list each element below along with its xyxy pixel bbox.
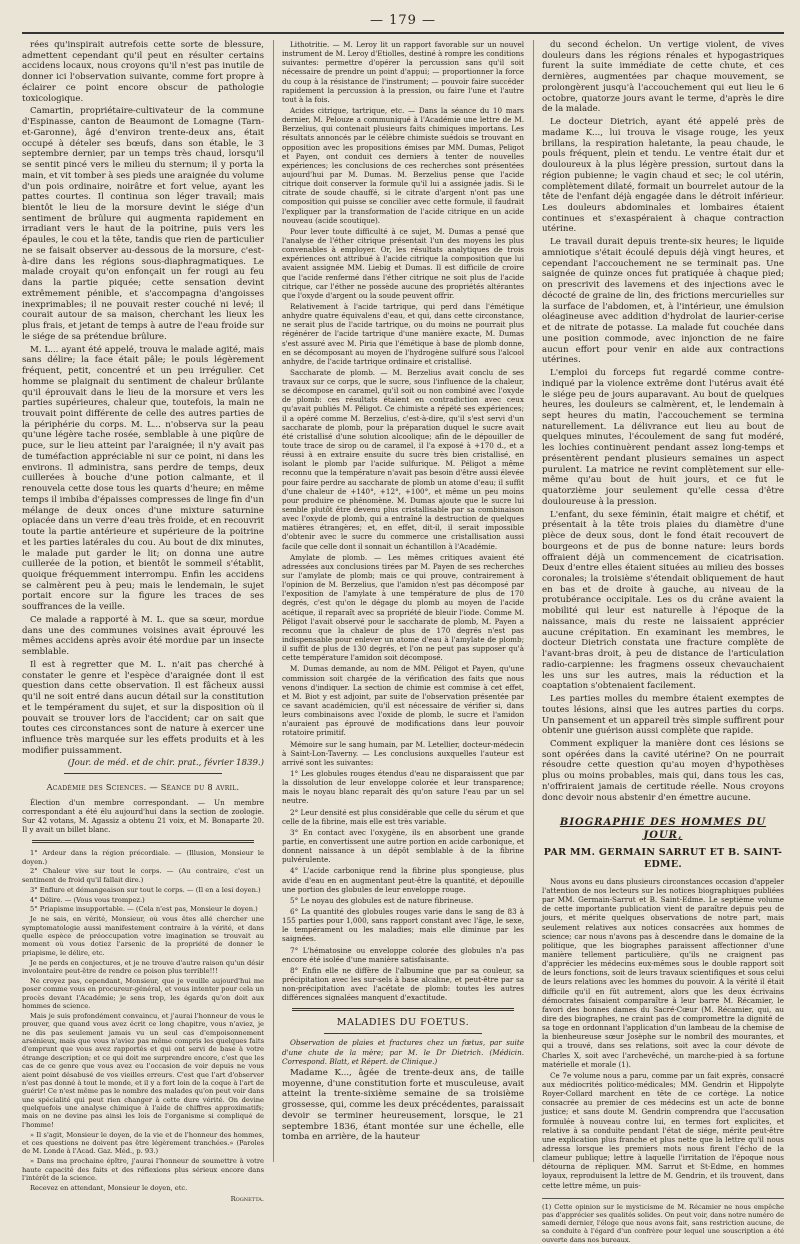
list-item: 1° Ardeur dans la région précordiale. — (Illusion, Monsieur le doyen.) [22, 849, 264, 866]
section-title-maladies: MALADIES DU FOETUS. [336, 1017, 470, 1029]
list-item: 5° Priapisme insupportable. — (Cela n'est pas, Monsieur le doyen.) [30, 905, 258, 914]
column-2 [273, 40, 524, 1162]
spider-bite-article [22, 40, 264, 769]
section-divider [324, 1033, 482, 1034]
list-item: 6° La quantité des globules rouges varie dans le sang de 83 à 155 parties pour 1,000, sans rapport constant avec l'âge, le sexe, le tempérament ou les maladies; mais elle diminue par les saignées. [282, 906, 524, 944]
paragraph: Ce malade a rapporté à M. L. que sa sœur, mordue dans une des communes voisines avait éprouvé les mêmes accidens après avoir été mordue par un insecte semblable. [22, 614, 264, 658]
page-header [22, 10, 784, 34]
academy-intro: Élection d'un membre correspondant. — Un membre correspondant a été élu aujourd'hui dans la section de zoologie. Sur 42 votans, M. Agassiz a obtenu 21 voix, et M. Bonaparte 20. Il y avait un billet blanc. [22, 797, 264, 835]
list-item: 4° L'acide carbonique rend la fibrine plus spongieuse, plus avide d'eau en en augmentant peut-être la quantité, et dépouille une portion des globules de leur enveloppe rouge. [282, 866, 524, 894]
paragraph: Les parties molles du membre étaient exemptes de toutes lésions, ainsi que les autres parties du corps. Un pansement et un appareil très simple suffirent pour obtenir une guérison aussi complète que rapide. [542, 694, 784, 737]
source-citation: (Jour. de méd. et de chir. prat., février 1839.) [67, 758, 264, 769]
paragraph: L'enfant, du sexe féminin, était maigre et chétif, et présentait à la tête trois plaies du diamètre d'une pièce de deux sous, dont le fond était recouvert de bourgeons et de pus de bonne nature: leurs bords offraient déjà un commencement de cicatrisation. Deux d'entre elles étaient situées au milieu des bosses coronales; la troisième s'étendait obliquement de haut en bas et de droite à gauche, au niveau de la protubérance occipitale. Les os du crâne avaient la mobilité qui leur est naturelle à l'époque de la naissance, mais du reste ne laissaient apprécier aucune crépitation. En examinant les membres, le docteur Dietrich constata une fracture complète de l'avant-bras droit, à peu de distance de l'articulation radio-carpienne: les fragmens osseux chevauchaient les uns sur les autres, mais la réduction et la coaptation s'obtenaient facilement. [542, 509, 784, 692]
paragraph: Acides citrique, tartrique, etc. — Dans la séance du 10 mars dernier, M. Pelouze a communiqué à l'Académie une lettre de M. Berzelius, qui contenait plusieurs faits chimiques importans. Les résultats annoncés par le célèbre chimiste suédois se trouvant en opposition avec les propositions émises par MM. Dumas, Peligot et Payen, ont conduit ces derniers à tenter de nouvelles expériences; les conclusions de ces recherches sont présentées aujourd'hui par M. Dumas. M. Berzelius pense que l'acide citrique doit conserver la formule qu'il lui a assignée jadis. Si le citrate de soude chauffé, si le citrate d'argent n'ont pas une composition qui puisse se concilier avec cette formule, il faudrait l'expliquer par la transformation de l'acide citrique en un acide nouveau (acide scoutique). [282, 105, 524, 225]
paragraph: Ne croyez pas, cependant, Monsieur, que je veuille aujourd'hui me poser comme vous en procureur-général, et vous intenter pour cela un procès devant l'Académie; je sens trop, les égards qu'on doit aux hommes de science. [22, 976, 264, 1011]
list-item: 8° Enfin elle ne diffère de l'albumine que par sa couleur, sa précipitation avec les sur-sels à base alcaline, et peut-être par sa non-précipitation avec l'acétate de plomb: toutes les autres différences signalées manquent d'exactitude. [282, 965, 524, 1003]
paragraph: Le travail durait depuis trente-six heures; le liquide amniotique s'était écoulé depuis déjà vingt heures, et cependant l'accouchement ne se terminait pas. Une saignée de quinze onces fut pratiquée à chaque pied; on prescrivit des lavemens et des injections avec le décocté de graine de lin, des frictions mercurielles sur la surface de l'abdomen, et, à l'intérieur, une émulsion oléagineuse avec addition d'hydrolat de laurier-cerise et de nitrate de potasse. La malade fut couchée dans une position commode, avec injonction de ne faire aucun effort pour venir en aide aux contractions utérines. [542, 237, 784, 366]
signature: Rognetta. [230, 1195, 264, 1204]
paragraph: Nous avons eu dans plusieurs circonstances occasion d'appeler l'attention de nos lecteurs sur les notices biographiques publiées par MM. Germain-Sarrut et B. Saint-Edme. Le septième volume de cette importante publication vient de paraître depuis peu de jours, et mérite quelques observations de notre part, mais seulement relatives aux notices consacrées aux hommes de science; car nous n'avons pas à descendre dans le domaine de la politique, que les biographes paraissent affectionner d'une manière tellement particulière, qu'ils ne craignent pas d'apprécier les médecins eux-mêmes sous le double rapport soit de leurs fonctions, soit de leurs travaux scientifiques et sous celui de leurs relations avec les hommes du pouvoir. A la vérité il était difficile qu'il en fût autrement, alors que les deux écrivains démocrates faisaient comparaître à leur barre M. Récamier, le favori des bonnes dames du Sacré-Cœur (M. Récamier, qui, au dire des biographes, ne craint pas de compromettre la dignité de sa toge en ordonnant l'application d'un lambeau de la chemise de la bienheureuse sœur Josèphe sur le nombril des mourantes, et qui a trouvé, dans ses relations, soit avec la cour dévote de Charles X, soit avec l'archevêché, un marche-pied à sa fortune matérielle et morale (1). [542, 876, 784, 1069]
biography-authors: PAR MM. GERMAIN SARRUT ET B. SAINT-EDME. [543, 846, 783, 870]
list-item: 4° Délire. — (Vous vous trompez.) [30, 895, 145, 904]
list-item: 2° Leur densité est plus considérable que celle du sérum et que celle de la fibrine, mais elle est très variable. [282, 807, 524, 826]
page-number: — 179 — [369, 13, 437, 28]
paragraph: du second échelon. Un vertige violent, de vives douleurs dans les régions rénales et hypogastriques furent la suite immédiate de cette chute, et ces dernières, augmentées par chaque mouvement, se prolongèrent jusqu'à l'accouchement qui eut lieu le 6 octobre, quatorze jours avant le terme, d'après le dire de la malade. [542, 40, 784, 115]
paragraph: Relativement à l'acide tartrique, qui perd dans l'émétique anhydre quatre équivalens d'eau, et qui, dans cette circonstance, ne serait plus de l'acide tartrique, ou du moins ne pourrait plus régénérer de l'acide tartrique d'une manière exacte, M. Dumas s'est assuré avec M. Piria que l'émétique à base de plomb donne, en se décomposant au moyen de l'hydrogène sulfuré sous l'alcool anhydre, de l'acide tartrique ordinaire et cristallisé. [282, 301, 524, 366]
list-item: 7° L'hématosine ou enveloppe colorée des globules n'a pas encore été isolée d'une manière satisfaisante. [282, 945, 524, 964]
paragraph: Comment expliquer la manière dont ces lésions se sont opérées dans la cavité utérine? On ne pourrait résoudre cette question qu'au moyen d'hypothèses plus ou moins probables, mais qui, dans tous les cas, n'offriraient jamais de certitude réelle. Nous croyons donc devoir nous abstenir d'en émettre aucune. [542, 739, 784, 803]
paragraph: Mémoire sur le sang humain, par M. Letellier, docteur-médecin à Saint-Lon-Taverny. — Les conclusions auxquelles l'auteur est arrivé sont les suivantes: [282, 739, 524, 767]
paragraph: Recevez en attendant, Monsieur le doyen, etc. [30, 1183, 188, 1192]
paragraph: Ce 7e volume nous a paru, comme par un fait exprès, consacré aux médiocrités politico-médicales; MM. Gendrin et Hippolyte Royer-Collard marchent en tête de ce cortège. La notice consacrée au premier de ces médecins est un acte de bonne justice; et sans doute M. Gendrin comprendra que l'accusation formulée à nouveau contre lui, en termes fort explicites, et relative à sa conduite pendant l'état de siége, mérite peut-être une explication plus franche et plus nette que la lettre qu'il nous adressa lorsque les premiers mots nous firent l'écho de la clameur publique; lettre à laquelle l'irritation de l'époque nous détourna de répliquer. MM. Sarrut et St-Edme, en hommes loyaux, reproduisent la lettre de M. Gendrin, et ils trouvent, dans cette lettre même, un puis- [542, 1070, 784, 1190]
observation-title: Observation de plaies et fractures chez un fœtus, par suite d'une chute de la mère; par M. le Dr Dietrich. (Médicin. Correspond. Blatt, et Répert. de Clinique.) [282, 1038, 524, 1066]
paragraph: Pour lever toute difficulté à ce sujet, M. Dumas a pensé que l'analyse de l'éther citrique présentait l'un des moyens les plus convenables à employer. Or, les résultats analytiques de trois expériences ont attribué à l'acide citrique la composition que lui avaient assignée MM. Liebig et Dumas. Il est difficile de croire que l'acide renfermé dans l'éther citrique ne soit plus de l'acide citrique, car l'éther ne possède aucune des propriétés altérantes que l'oxyde d'argent ou la soude peuvent offrir. [282, 226, 524, 300]
paragraph: » Il s'agit, Monsieur le doyen, de la vie et de l'honneur des hommes, et ces questions ne doivent pas être légèrement tranchées.» (Paroles de M. Londe à l'Acad. Gaz. Méd., p. 93.) [22, 1130, 264, 1156]
paragraph: Camartin, propriétaire-cultivateur de la commune d'Espinasse, canton de Beaumont de Lomagne (Tarn-et-Garonne), âgé d'environ trente-deux ans, était occupé à dételer ses bœufs, dans son étable, le 3 septembre dernier, par un temps très chaud, lorsqu'il se sentit pincé vers le milieu du sternum; il y porta la main, et vit tomber à ses pieds une araignée du volume d'un pois ordinaire, noirâtre et fort velue, ayant les pattes courtes. Il continua son léger travail; mais bientôt le lieu de la morsure devint le siége d'un sentiment de brûlure qui augmenta rapidement en irradiant vers le haut de la poitrine, puis vers les épaules, le cou et la tête, tandis que rien de particulier ne se faisait observer au-dessous de la morsure, c'est-à-dire dans les régions sous-diaphragmatiques. Le malade croyait qu'on enfonçait un fer rougi au feu dans la partie piquée; cette sensation devint extrêmement pénible, et s'accompagna d'angoisses inexprimables; il ne pouvait rester couché ni levé; il courait autour de sa maison, cherchant les lieux les plus frais, et jetant de temps à autre de l'eau froide sur le siége de sa prétendue brûlure. [22, 106, 264, 342]
paragraph: Il est à regretter que M. L. n'ait pas cherché à constater le genre et l'espèce d'araignée dont il est question dans cette observation. Il est fâcheux aussi qu'il ne soit entré dans aucun détail sur la constitution et le tempérament du sujet, et sur la disposition où il pouvait se trouver lors de l'accident; car on sait que toutes ces circonstances sont de nature à exercer une influence très marquée sur les effets produits et à les modifier puissamment. [22, 659, 264, 756]
observation-text: Madame K..., âgée de trente-deux ans, de taille moyenne, d'une constitution forte et musculeuse, avait atteint la trente-sixième semaine de sa troisième grossesse, qui, comme les deux précédentes, paraissait devoir se terminer heureusement, lorsque, le 21 septembre 1836, étant montée sur une échelle, elle tomba en arrière, de la hauteur [282, 1067, 524, 1143]
section-divider [292, 1008, 514, 1011]
paragraph: Le docteur Dietrich, ayant été appelé près de madame K..., lui trouva le visage rouge, les yeux brillans, la respiration haletante, la peau chaude, le pouls fréquent, plein et tendu. Le ventre était dur et douloureux à la plus légère pression, surtout dans la région pubienne; le vagin chaud et sec; le col utérin, complètement dilaté, formait un bourrelet autour de la tête de l'enfant déjà engagée dans le détroit inférieur. Les douleurs abdominales et lombaires étaient continues et s'exaspéraient à chaque contraction utérine. [542, 117, 784, 235]
paragraph: Mais je suis profondément convaincu, et j'aurai l'honneur de vous le prouver, que quand vous avez écrit ce long chapitre, vous n'aviez, je ne dis pas seulement jamais vu un seul cas d'empoisonnement arsénieux, mais que vous n'aviez pas même compris les quelques faits d'emprunt que vous avez rapportés et qui ont servi de base à votre étrange description; et ce qui doit me surprendre encore, c'est que les cas de ce genre que vous avez eu l'occasion de voir depuis ne vous aient point désabusé de vos vieilles erreurs. C'est que l'art d'observer n'est pas donné à tout le monde, et il y a fort loin de la coque à l'art de guérir! Ce n'est même pas le nombre des malades qu'on peut voir dans une spécialité qui peut rien changer à cette dure vérité. On devine quelquefois une analyse chimique à l'aide de chiffres approximatifs; mais on ne devine pas ainsi les lois de l'organisme si compliqué de l'homme! [22, 1011, 265, 1129]
list-item: 2° Chaleur vive sur tout le corps. — (Au contraire, c'est un sentiment de froid qu'il fallait dire.) [22, 867, 264, 884]
observation-continued [542, 40, 784, 803]
paragraph: L'emploi du forceps fut regardé comme contre-indiqué par la violence extrême dont l'utérus avait été le siége peu de jours auparavant. Au bout de quelques heures, les douleurs se calmèrent, et, le lendemain à sept heures du matin, l'accouchement se termina naturellement. La délivrance eut lieu au bout de quelques minutes, l'écoulement de sang fut modéré, les lochies continuèrent pendant assez long-temps et présentèrent pendant plusieurs semaines un aspect purulent. La matrice ne revint complètement sur elle-même qu'au bout de huit jours, et ce fut le quatorzième jour seulement qu'elle cessa d'être douloureuse à la pression. [542, 368, 784, 507]
biography-title: BIOGRAPHIE DES HOMMES DU JOUR, [559, 817, 767, 842]
column-1 [22, 40, 265, 1204]
paragraph: rées qu'inspirait autrefois cette sorte de blessure, admettent cependant qu'il peut en résulter certains accidens locaux, nous croyons qu'il n'est pas inutile de donner ici l'observation suivante, comme fort propre à éclairer ce point encore obscur de pathologie toxicologique. [22, 40, 264, 104]
academy-heading: Académie des Sciences. — Séance du 8 avril. [46, 782, 240, 793]
letter-rognetta [22, 849, 264, 1204]
paragraph: Lithotritie. — M. Leroy lit un rapport favorable sur un nouvel instrument de M. Leroy d'Etiolles, destiné à rompre les conditions suivantes: permettre d'opérer la percussion sans qu'il soit nécessaire de prendre un point d'appui; — proportionner la force du coup à la résistance de l'instrument; — pouvoir faire succéder rapidement la percussion à la pression, ou faire l'une et l'autre tout à la fois. [282, 40, 524, 104]
paragraph: Je ne sais, en vérité, Monsieur, où vous êtes allé chercher une symptomatologie aussi manifestement contraire à la vérité, et dans quelle espèce de préoccupation votre imagination se trouvait au moment où vous dotiez l'arsenic de la propriété de donner le priapisme, le délire, etc. [22, 915, 264, 957]
section-divider [32, 840, 254, 843]
paragraph: » Dans ma prochaine épître, j'aurai l'honneur de soumettre à votre haute capacité des faits et des réflexions plus sérieux encore dans l'intérêt de la science. [22, 1157, 264, 1183]
list-item: 5° Le noyau des globules est de nature fibrineuse. [290, 895, 474, 905]
list-item: 3° En contact avec l'oxygène, ils en absorbent une grande partie, en convertissent une autre portion en acide carbonique, et donnent naissance à un dépôt semblable à de la fibrine pulvérulente. [282, 827, 524, 865]
footnote: (1) Cette opinion sur le mysticisme de M. Récamier ne nous empêche pas d'apprécier ses qualités solides. On peut voir, dans notre numéro de samedi dernier, l'éloge que nous avons fait, sans restriction aucune, de sa conduite à l'égard d'un confrère pour lequel une souscription a été ouverte dans nos bureaux. [542, 1198, 784, 1244]
paragraph: Saccharate de plomb. — M. Berzelius avait conclu de ses travaux sur ce corps, que le sucre, sous l'influence de la chaleur, se décompose en caramel, qu'il soit ou non combiné avec l'oxyde de plomb: ces résultats étaient en contradiction avec ceux qu'avait publiés M. Péligot. Ce chimiste a répété ses expériences; il a opéré comme M. Berzelius, c'est-à-dire, qu'il s'est servi d'un saccharate de plomb, pour la préparation duquel le sucre avait été cristallisé d'une solution alcoolique; afin de le dépouiller de toute trace de sirop ou de caramel, il l'a exposé à +170 d., et a réussi à en extraire ensuite du sucre très bien cristallisé, en isolant le plomb par l'acide sulfurique. M. Péligot a même reconnu que la température n'avait pas besoin d'être aussi élevée pour faire perdre au saccharate de plomb un atome d'eau; il suffit d'une chaleur de +140°, +12°, +100°, et même un peu moins pour produire ce phénomène. M. Dumas ajoute que le sucre lui semble plutôt être devenu plus cristallisable par sa combinaison avec l'oxyde de plomb, qui a entraîné la destruction de quelques matières étrangères; et, en effet, dit-il, il serait impossible d'obtenir avec le sucre du commerce une cristallisation aussi facile que celle dont il sonnait un échantillon à l'Académie. [282, 367, 524, 551]
columns [22, 40, 784, 1244]
list-item: 1° Les globules rouges étendus d'eau ne disparaissent que par la dissolution de leur enveloppe colorée et leur transparence; mais le noyau blanc reparaît dès qu'on sature l'eau par un sel neutre. [282, 768, 524, 806]
column-3 [533, 40, 784, 1244]
paragraph: Amylate de plomb. — Les mêmes critiques avaient été adressées aux conclusions tirées par M. Payen de ses recherches sur l'amylate de plomb; mais ce qui prouve, contrairement à l'opinion de M. Berzelius, que l'amidon n'est pas décomposé par l'exposition de l'amylate à une température de plus de 170 degrés, c'est qu'on le dégage du plomb au moyen de l'acide acétique, il reparaît avec sa propriété de bleuir l'iode. Comme M. Péligot l'avait observé pour le saccharate de plomb, M. Payen a reconnu que la chaleur de plus de 170 degrés n'est pas indispensable pour enlever un atome d'eau à l'amylate de plomb; il suffit de plus de 130 degrés, et l'on ne peut pas supposer qu'à cette température l'amidon soit décomposé. [282, 552, 524, 663]
section-divider [64, 773, 222, 774]
list-item: 3° Enflure et démangeaison sur tout le corps. — (Il en a lesi doyen.) [30, 885, 261, 894]
paragraph: M. L... ayant été appelé, trouva le malade agité, mais sans délire; la face était pâle; le pouls légèrement fréquent, petit, concentré et un peu irrégulier. Cet homme se plaignait du sentiment de chaleur brûlante qu'il éprouvait dans le lieu de la morsure et vers les parties supérieures, chaleur que, toutefois, la main ne trouvait point différente de celle des autres parties de la périphérie du corps. M. L... n'observa sur la peau qu'une légère tache rosée, semblable à une piqûre de puce, sur le lieu atteint par l'araignée; il n'y avait pas de tuméfaction appréciable ni sur ce point, ni dans les environs. Il administra, sans perdre de temps, deux cuillerées à bouche d'une potion calmante, et il renouvela cette dose tous les quarts d'heure; en même temps il imbiba d'épaisses compresses de linge fin d'un mélange de deux onces d'une mixture saturnine opiacée dans un verre d'eau très froide, et en recouvrit toute la partie antérieure et supérieure de la poitrine et les parties latérales du cou. Au bout de dix minutes, le malade put garder le lit; on donna une autre cuillerée de la potion, et bientôt le sommeil s'établit, quoique fréquemment interrompu. Enfin les accidens se calmèrent peu à peu; mais le lendemain, le sujet portait encore sur la figure les traces de ses souffrances de la veille. [22, 344, 264, 613]
paragraph: Je ne perds en conjectures, et je ne trouve d'autre raison qu'un désir involontaire peut-être de rendre ce poison plus terrible!!! [22, 958, 264, 976]
paragraph: M. Dumas demande, au nom de MM. Péligot et Payen, qu'une commission soit chargée de la vérification des faits que nous venons d'indiquer. La section de chimie est commise à cet effet, et M. Biot y est adjoint, par suite de l'observation présentée par ce savant académicien, qu'il est nécessaire de vérifier si, dans leurs combinaisons avec l'oxide de plomb, le sucre et l'amidon n'auraient pas éprouvé de modifications dans leur pouvoir rotatoire primitif. [282, 664, 524, 738]
